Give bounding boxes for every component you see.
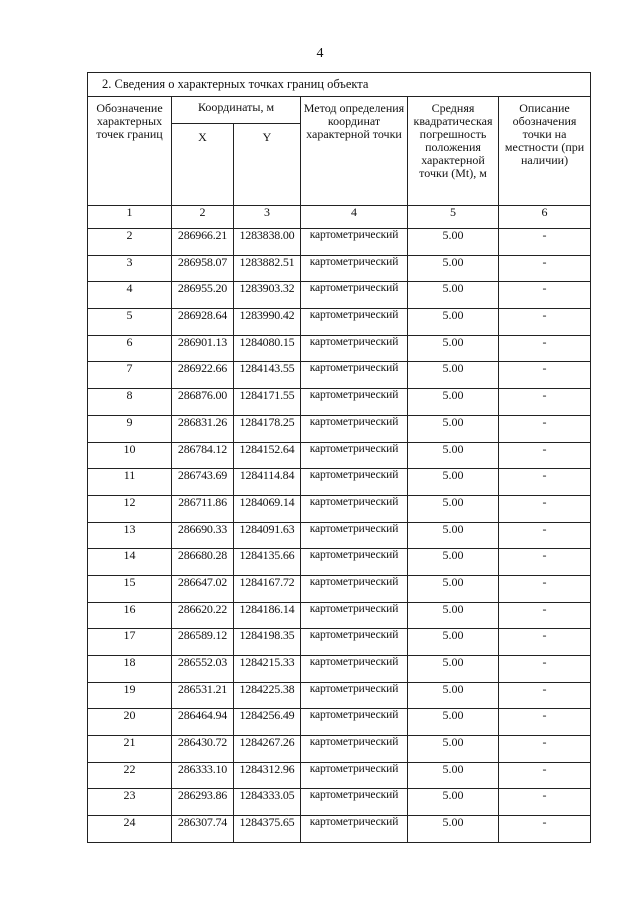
method: картометрический (301, 362, 408, 389)
point-number: 24 (88, 816, 172, 843)
x-coordinate: 286647.02 (172, 575, 234, 602)
point-number: 11 (88, 469, 172, 496)
y-coordinate: 1284135.66 (234, 549, 301, 576)
description: - (499, 415, 591, 442)
y-coordinate: 1284178.25 (234, 415, 301, 442)
accuracy-value: 5.00 (408, 736, 499, 763)
header-row (88, 97, 591, 124)
table-row (88, 816, 591, 843)
table-row (88, 335, 591, 362)
accuracy-value: 5.00 (408, 229, 499, 256)
table-row (88, 575, 591, 602)
method: картометрический (301, 629, 408, 656)
y-coordinate: 1283838.00 (234, 229, 301, 256)
description: - (499, 229, 591, 256)
accuracy-value: 5.00 (408, 255, 499, 282)
x-coordinate: 286831.26 (172, 415, 234, 442)
description: - (499, 575, 591, 602)
point-number: 10 (88, 442, 172, 469)
point-number: 13 (88, 522, 172, 549)
accuracy-value: 5.00 (408, 362, 499, 389)
description: - (499, 282, 591, 309)
table-row (88, 789, 591, 816)
method: картометрический (301, 282, 408, 309)
description: - (499, 682, 591, 709)
table-row (88, 736, 591, 763)
header-coords: Координаты, м (172, 97, 301, 124)
description: - (499, 522, 591, 549)
point-number: 22 (88, 762, 172, 789)
method: картометрический (301, 762, 408, 789)
column-number: 1 (88, 206, 172, 229)
table-row (88, 469, 591, 496)
point-number: 21 (88, 736, 172, 763)
point-number: 15 (88, 575, 172, 602)
column-number: 3 (234, 206, 301, 229)
accuracy-value: 5.00 (408, 522, 499, 549)
accuracy-value: 5.00 (408, 442, 499, 469)
y-coordinate: 1284080.15 (234, 335, 301, 362)
method: картометрический (301, 522, 408, 549)
section-title: 2. Сведения о характерных точках границ объекта (88, 73, 591, 97)
accuracy-value: 5.00 (408, 789, 499, 816)
table-row (88, 389, 591, 416)
accuracy-value: 5.00 (408, 629, 499, 656)
x-coordinate: 286307.74 (172, 816, 234, 843)
accuracy-value: 5.00 (408, 282, 499, 309)
description: - (499, 629, 591, 656)
table-row (88, 309, 591, 336)
x-coordinate: 286958.07 (172, 255, 234, 282)
table-row (88, 522, 591, 549)
x-coordinate: 286430.72 (172, 736, 234, 763)
column-number: 6 (499, 206, 591, 229)
table-row (88, 282, 591, 309)
accuracy-value: 5.00 (408, 335, 499, 362)
point-number: 6 (88, 335, 172, 362)
boundary-points-table (87, 72, 591, 843)
header-method: Метод определения координат характерной точки (301, 97, 408, 206)
method: картометрический (301, 442, 408, 469)
x-coordinate: 286955.20 (172, 282, 234, 309)
method: картометрический (301, 682, 408, 709)
section-title-row (88, 73, 591, 97)
description: - (499, 255, 591, 282)
method: картометрический (301, 575, 408, 602)
point-number: 12 (88, 495, 172, 522)
accuracy-value: 5.00 (408, 415, 499, 442)
table-row (88, 549, 591, 576)
point-number: 19 (88, 682, 172, 709)
method: картометрический (301, 736, 408, 763)
x-coordinate: 286293.86 (172, 789, 234, 816)
accuracy-value: 5.00 (408, 309, 499, 336)
y-coordinate: 1284312.96 (234, 762, 301, 789)
y-coordinate: 1284167.72 (234, 575, 301, 602)
y-coordinate: 1284256.49 (234, 709, 301, 736)
description: - (499, 309, 591, 336)
table-row (88, 602, 591, 629)
accuracy-value: 5.00 (408, 602, 499, 629)
point-number: 8 (88, 389, 172, 416)
table-row (88, 362, 591, 389)
description: - (499, 362, 591, 389)
accuracy-value: 5.00 (408, 549, 499, 576)
y-coordinate: 1284143.55 (234, 362, 301, 389)
accuracy-value: 5.00 (408, 495, 499, 522)
y-coordinate: 1284171.55 (234, 389, 301, 416)
method: картометрический (301, 309, 408, 336)
table-row (88, 442, 591, 469)
x-coordinate: 286690.33 (172, 522, 234, 549)
method: картометрический (301, 469, 408, 496)
method: картометрический (301, 229, 408, 256)
header-description: Описание обозначения точки на местности (при наличии) (499, 97, 591, 206)
method: картометрический (301, 389, 408, 416)
x-coordinate: 286464.94 (172, 709, 234, 736)
accuracy-value: 5.00 (408, 575, 499, 602)
method: картометрический (301, 789, 408, 816)
point-number: 20 (88, 709, 172, 736)
x-coordinate: 286922.66 (172, 362, 234, 389)
x-coordinate: 286552.03 (172, 656, 234, 683)
point-number: 7 (88, 362, 172, 389)
x-coordinate: 286620.22 (172, 602, 234, 629)
x-coordinate: 286966.21 (172, 229, 234, 256)
point-number: 23 (88, 789, 172, 816)
point-number: 18 (88, 656, 172, 683)
y-coordinate: 1284069.14 (234, 495, 301, 522)
method: картометрический (301, 495, 408, 522)
y-coordinate: 1284225.38 (234, 682, 301, 709)
method: картометрический (301, 415, 408, 442)
method: картометрический (301, 656, 408, 683)
y-coordinate: 1284186.14 (234, 602, 301, 629)
method: картометрический (301, 255, 408, 282)
table-row (88, 682, 591, 709)
y-coordinate: 1284267.26 (234, 736, 301, 763)
point-number: 3 (88, 255, 172, 282)
description: - (499, 335, 591, 362)
accuracy-value: 5.00 (408, 762, 499, 789)
header-x: X (172, 124, 234, 206)
table-row (88, 229, 591, 256)
y-coordinate: 1284375.65 (234, 816, 301, 843)
point-number: 14 (88, 549, 172, 576)
description: - (499, 495, 591, 522)
description: - (499, 656, 591, 683)
description: - (499, 736, 591, 763)
y-coordinate: 1283903.32 (234, 282, 301, 309)
page-number: 4 (316, 46, 324, 61)
x-coordinate: 286784.12 (172, 442, 234, 469)
accuracy-value: 5.00 (408, 709, 499, 736)
accuracy-value: 5.00 (408, 469, 499, 496)
method: картометрический (301, 816, 408, 843)
point-number: 5 (88, 309, 172, 336)
description: - (499, 389, 591, 416)
column-number: 2 (172, 206, 234, 229)
column-number: 4 (301, 206, 408, 229)
description: - (499, 762, 591, 789)
y-coordinate: 1283882.51 (234, 255, 301, 282)
method: картометрический (301, 549, 408, 576)
header-accuracy: Средняя квадратическая погрешность положения характерной точки (Mt), м (408, 97, 499, 206)
description: - (499, 709, 591, 736)
description: - (499, 789, 591, 816)
x-coordinate: 286711.86 (172, 495, 234, 522)
x-coordinate: 286531.21 (172, 682, 234, 709)
accuracy-value: 5.00 (408, 389, 499, 416)
description: - (499, 469, 591, 496)
x-coordinate: 286680.28 (172, 549, 234, 576)
x-coordinate: 286743.69 (172, 469, 234, 496)
description: - (499, 549, 591, 576)
table-row (88, 762, 591, 789)
description: - (499, 442, 591, 469)
header-point: Обозначение характерных точек границ (88, 97, 172, 206)
point-number: 16 (88, 602, 172, 629)
table-row (88, 255, 591, 282)
x-coordinate: 286876.00 (172, 389, 234, 416)
y-coordinate: 1284114.84 (234, 469, 301, 496)
description: - (499, 816, 591, 843)
x-coordinate: 286589.12 (172, 629, 234, 656)
point-number: 17 (88, 629, 172, 656)
method: картометрический (301, 709, 408, 736)
header-y: Y (234, 124, 301, 206)
y-coordinate: 1284152.64 (234, 442, 301, 469)
point-number: 4 (88, 282, 172, 309)
accuracy-value: 5.00 (408, 682, 499, 709)
y-coordinate: 1284198.35 (234, 629, 301, 656)
x-coordinate: 286333.10 (172, 762, 234, 789)
table-row (88, 415, 591, 442)
table-row (88, 709, 591, 736)
x-coordinate: 286928.64 (172, 309, 234, 336)
description: - (499, 602, 591, 629)
column-numbers-row (88, 206, 591, 229)
column-number: 5 (408, 206, 499, 229)
point-number: 2 (88, 229, 172, 256)
y-coordinate: 1284215.33 (234, 656, 301, 683)
table-row (88, 629, 591, 656)
y-coordinate: 1283990.42 (234, 309, 301, 336)
method: картометрический (301, 602, 408, 629)
table-row (88, 495, 591, 522)
table-row (88, 656, 591, 683)
y-coordinate: 1284091.63 (234, 522, 301, 549)
accuracy-value: 5.00 (408, 656, 499, 683)
point-number: 9 (88, 415, 172, 442)
y-coordinate: 1284333.05 (234, 789, 301, 816)
accuracy-value: 5.00 (408, 816, 499, 843)
method: картометрический (301, 335, 408, 362)
x-coordinate: 286901.13 (172, 335, 234, 362)
